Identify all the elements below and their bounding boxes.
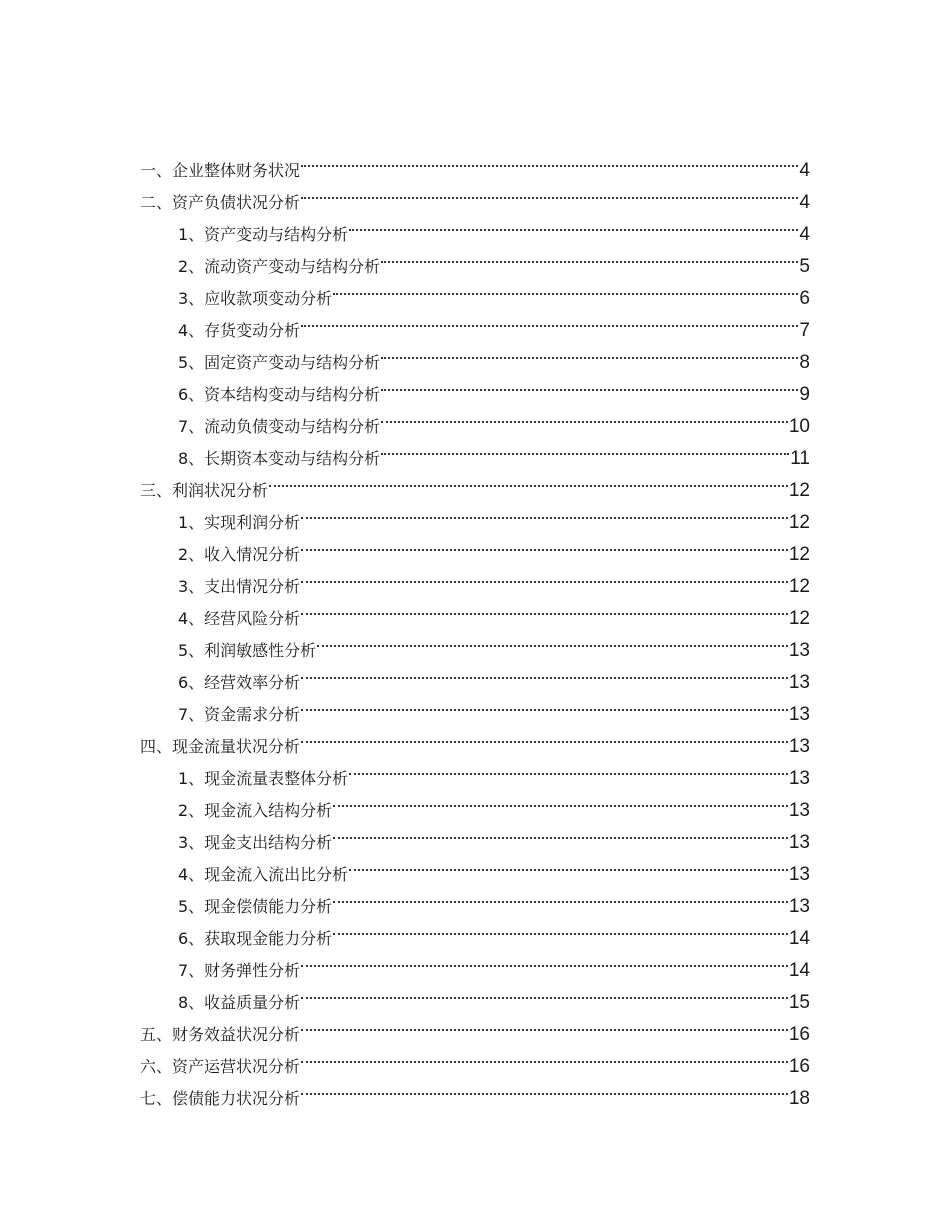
toc-entry-label: 6、获取现金能力分析 xyxy=(178,929,333,948)
toc-entry-label: 7、财务弹性分析 xyxy=(178,961,301,980)
toc-dot-leader xyxy=(381,368,798,400)
toc-dot-leader xyxy=(349,752,788,784)
toc-page-number: 13 xyxy=(788,864,810,885)
toc-entry-label: 一、企业整体财务状况 xyxy=(140,161,301,180)
toc-entry-label: 7、流动负债变动与结构分析 xyxy=(178,417,381,436)
toc-entry-label: 6、资本结构变动与结构分析 xyxy=(178,385,381,404)
toc-page-number: 13 xyxy=(788,704,810,725)
toc-entry-label: 8、长期资本变动与结构分析 xyxy=(178,449,381,468)
toc-page-number: 12 xyxy=(788,576,810,597)
toc-dot-leader xyxy=(301,656,788,688)
toc-page-number: 13 xyxy=(788,672,810,693)
toc-dot-leader xyxy=(269,464,788,496)
toc-dot-leader xyxy=(301,720,788,752)
toc-entry-label: 1、实现利润分析 xyxy=(178,513,301,532)
toc-dot-leader xyxy=(381,240,798,272)
toc-entry-label: 6、经营效率分析 xyxy=(178,673,301,692)
toc-dot-leader xyxy=(301,304,798,336)
toc-dot-leader xyxy=(381,336,798,368)
toc-page-number: 13 xyxy=(788,832,810,853)
toc-page-number: 12 xyxy=(788,544,810,565)
toc-dot-leader xyxy=(333,816,788,848)
toc-dot-leader xyxy=(301,592,788,624)
toc-page-number: 5 xyxy=(799,256,810,277)
toc-page-number: 16 xyxy=(788,1024,810,1045)
toc-entry-label: 4、经营风险分析 xyxy=(178,609,301,628)
toc-page-number: 13 xyxy=(788,640,810,661)
toc-page-number: 10 xyxy=(788,416,810,437)
toc-page-number: 4 xyxy=(799,192,810,213)
toc-dot-leader xyxy=(301,176,798,208)
toc-page-number: 7 xyxy=(799,320,810,341)
toc-dot-leader xyxy=(301,976,788,1008)
toc-entry-label: 7、资金需求分析 xyxy=(178,705,301,724)
toc-page-number: 15 xyxy=(788,992,810,1013)
toc-dot-leader xyxy=(301,560,788,592)
toc-entry-label: 五、财务效益状况分析 xyxy=(140,1025,301,1044)
toc-entry-label: 5、利润敏感性分析 xyxy=(178,641,317,660)
toc-dot-leader xyxy=(333,912,788,944)
toc-page-number: 4 xyxy=(799,224,810,245)
toc-page-number: 18 xyxy=(788,1088,810,1109)
toc-entry-label: 四、现金流量状况分析 xyxy=(140,737,301,756)
toc-entry-label: 2、收入情况分析 xyxy=(178,545,301,564)
toc-dot-leader xyxy=(301,944,788,976)
toc-entry-label: 2、现金流入结构分析 xyxy=(178,801,333,820)
toc-page-number: 14 xyxy=(788,928,810,949)
toc-entry-label: 二、资产负债状况分析 xyxy=(140,193,301,212)
toc-entry-label: 4、现金流入流出比分析 xyxy=(178,865,349,884)
toc-dot-leader xyxy=(317,624,788,656)
toc-entry-label: 七、偿债能力状况分析 xyxy=(140,1089,301,1108)
toc-dot-leader xyxy=(333,880,788,912)
toc-entry-label: 三、利润状况分析 xyxy=(140,481,269,500)
toc-page-number: 13 xyxy=(788,896,810,917)
toc-dot-leader xyxy=(381,400,788,432)
table-of-contents xyxy=(140,144,810,1109)
toc-dot-leader xyxy=(301,496,788,528)
toc-page-number: 13 xyxy=(788,800,810,821)
toc-page-number: 14 xyxy=(788,960,810,981)
toc-dot-leader xyxy=(333,784,788,816)
toc-dot-leader xyxy=(349,208,798,240)
toc-entry-label: 4、存货变动分析 xyxy=(178,321,301,340)
toc-entry-label: 3、支出情况分析 xyxy=(178,577,301,596)
toc-dot-leader xyxy=(301,528,788,560)
toc-page-number: 11 xyxy=(790,448,810,469)
toc-page-number: 8 xyxy=(799,352,810,373)
toc-page-number: 13 xyxy=(788,736,810,757)
toc-entry-label: 1、现金流量表整体分析 xyxy=(178,769,349,788)
toc-entry-label: 六、资产运营状况分析 xyxy=(140,1057,301,1076)
toc-entry-label: 2、流动资产变动与结构分析 xyxy=(178,257,381,276)
toc-entry-label: 5、固定资产变动与结构分析 xyxy=(178,353,381,372)
toc-page-number: 12 xyxy=(788,608,810,629)
toc-entry-label: 1、资产变动与结构分析 xyxy=(178,225,349,244)
toc-dot-leader xyxy=(301,688,788,720)
toc-page-number: 13 xyxy=(788,768,810,789)
toc-dot-leader xyxy=(301,1040,788,1072)
toc-dot-leader xyxy=(301,1072,788,1104)
toc-page-number: 4 xyxy=(799,160,810,181)
toc-page-number: 9 xyxy=(799,384,810,405)
toc-entry-label: 8、收益质量分析 xyxy=(178,993,301,1012)
toc-entry-label: 5、现金偿债能力分析 xyxy=(178,897,333,916)
toc-section-entry[interactable] xyxy=(140,144,810,181)
toc-entry-label: 3、现金支出结构分析 xyxy=(178,833,333,852)
toc-dot-leader xyxy=(301,1008,788,1040)
toc-dot-leader xyxy=(381,432,789,464)
toc-dot-leader xyxy=(333,272,798,304)
toc-dot-leader xyxy=(349,848,788,880)
toc-page-number: 12 xyxy=(788,480,810,501)
toc-page-number: 16 xyxy=(788,1056,810,1077)
toc-page-number: 12 xyxy=(788,512,810,533)
toc-entry-label: 3、应收款项变动分析 xyxy=(178,289,333,308)
toc-dot-leader xyxy=(301,144,798,176)
toc-page-number: 6 xyxy=(799,288,810,309)
